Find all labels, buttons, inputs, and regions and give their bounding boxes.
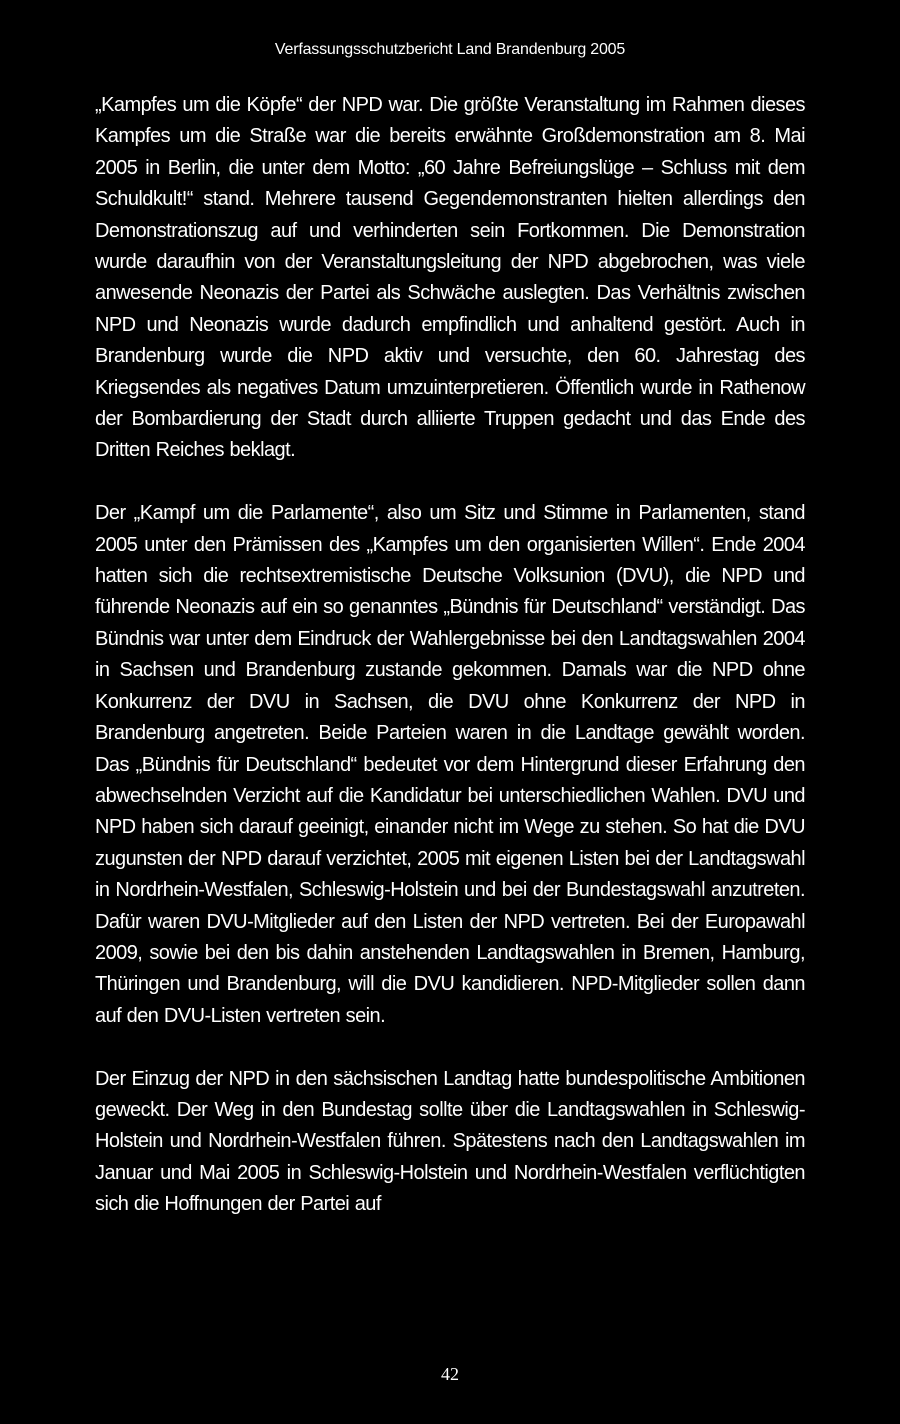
body-paragraph-3: Der Einzug der NPD in den sächsischen Landtag hatte bundespolitische Ambitionen geweckt. Der Weg in den Bundestag sollte über die Landtagswahlen in Schleswig-Holstein und Nordrhein-Westfalen führen. Spätestens nach den Landtagswahlen im Januar und Mai 2005 in Schleswig-Holstein und Nordrhein-Westfalen verflüchtigten sich die Hoffnungen der Partei auf [95, 1067, 805, 1216]
body-paragraph-2: Der „Kampf um die Parlamente“, also um Sitz und Stimme in Parlamenten, stand 2005 unter den Prämissen des „Kampfes um den organisierten Willen“. Ende 2004 hatten sich die rechtsextremistische Deutsche Volksunion (DVU), die NPD und führende Neonazis auf ein so genanntes „Bündnis für Deutschland“ verständigt. Das Bündnis war unter dem Eindruck der Wahlergebnisse bei den Landtagswahlen 2004 in Sachsen und Brandenburg zustande gekommen. Damals war die NPD ohne Konkurrenz der DVU in Sachsen, die DVU ohne Konkurrenz der NPD in Brandenburg angetreten. Beide Parteien waren in die Landtage gewählt worden. Das „Bündnis für Deutschland“ bedeutet vor dem Hintergrund dieser Erfahrung den abwechselnden Verzicht auf die Kandidatur bei unterschiedlichen Wahlen. DVU und NPD haben sich darauf geeinigt, einander nicht im Wege zu stehen. So hat die DVU zugunsten der NPD darauf verzichtet, 2005 mit eigenen Listen bei der Landtagswahl in Nordrhein-Westfalen, Schleswig-Holstein und bei der Bundestagswahl anzutreten. Dafür waren DVU-Mitglieder auf den Listen der NPD vertreten. Bei der Europawahl 2009, sowie bei den bis dahin anstehenden Landtagswahlen in Bremen, Hamburg, Thüringen und Brandenburg, will die DVU kandidieren. NPD-Mitglieder sollen dann auf den DVU-Listen vertreten sein. [95, 502, 805, 1027]
body-paragraph-1: „Kampfes um die Köpfe“ der NPD war. Die größte Veranstaltung im Rahmen dieses Kampfes um die Straße war die bereits erwähnte Großdemonstration am 8. Mai 2005 in Berlin, die unter dem Motto: „60 Jahre Befreiungslüge – Schluss mit dem Schuldkult!“ stand. Mehrere tausend Gegendemonstranten hielten allerdings den Demonstrationszug auf und verhinderten sein Fortkommen. Die Demonstration wurde daraufhin von der Veranstaltungsleitung der NPD abgebrochen, was viele anwesende Neonazis der Partei als Schwäche auslegten. Das Verhältnis zwischen NPD und Neonazis wurde dadurch empfindlich und anhaltend gestört. Auch in Brandenburg wurde die NPD aktiv und versuchte, den 60. Jahrestag des Kriegsendes als negatives Datum umzuinterpretieren. Öffentlich wurde in Rathenow der Bombardierung der Stadt durch alliierte Truppen gedacht und das Ende des Dritten Reiches beklagt. [95, 94, 805, 462]
running-header: Verfassungsschutzbericht Land Brandenburg 2005 [274, 41, 626, 58]
page-body [95, 90, 805, 1221]
page-number: 42 [441, 1364, 459, 1384]
